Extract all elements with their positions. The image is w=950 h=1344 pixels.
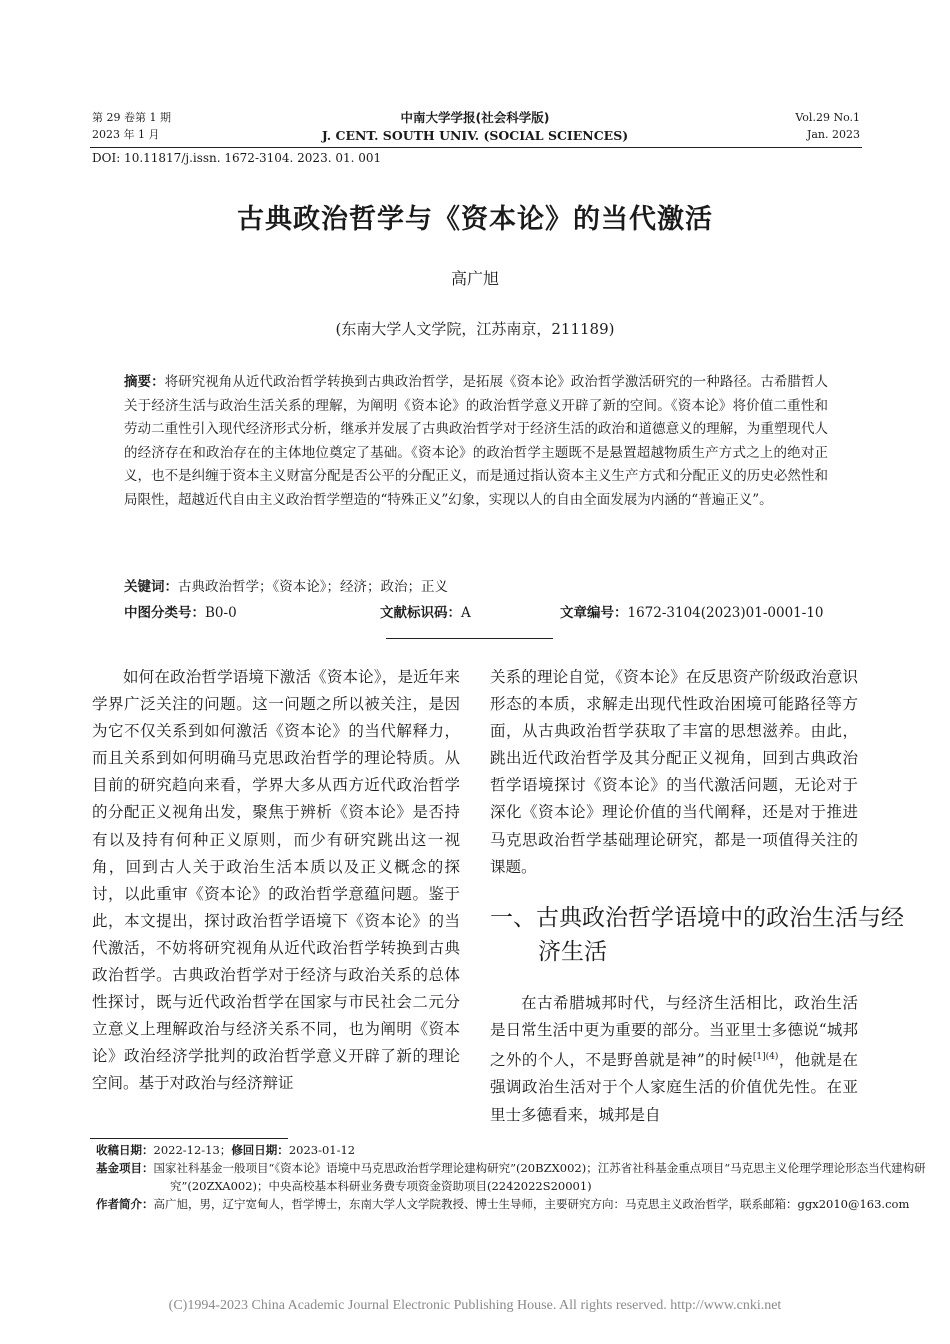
date-en: Jan. 2023: [806, 128, 860, 141]
body-paragraph: 如何在政治哲学语境下激活《资本论》，是近年来学界广泛关注的问题。这一问题之所以被关注，是因为它不仅关系到如何激活《资本论》的当代解释力，而且关系到如何明确马克思政治哲学的理论特质。从目前的研究趋向来看，学界大多从西方近代政治哲学的分配正义视角出发，聚焦于辨析《资本论》是否持有以及持有何种正义原则，而少有研究跳出这一视角，回到古人关于政治生活本质以及正义概念的探讨，以此重审《资本论》的政治哲学意蕴问题。鉴于此，本文提出，探讨政治哲学语境下《资本论》的当代激活，不妨将研究视角从近代政治哲学转换到古典政治哲学。古典政治哲学对于经济与政治关系的总体性探讨，既与近代政治哲学在国家与市民社会二元分立意义上理解政治与经济关系不同，也为阐明《资本论》政治经济学批判的政治哲学意义开辟了新的理论空间。基于对政治与经济辩证: [92, 668, 460, 1093]
abstract-divider: [386, 638, 553, 639]
article-number: [560, 601, 824, 621]
doccode-value: A: [461, 605, 471, 621]
doccode-label: 文献标识码：: [380, 605, 461, 621]
volume-en: Vol.29 No.1: [795, 111, 860, 124]
copyright-watermark: (C)1994-2023 China Academic Journal Electronic Publishing House. All rights reserved. http://www.cnki.net: [168, 1298, 782, 1313]
journal-title-en: J. CENT. SOUTH UNIV. (SOCIAL SCIENCES): [321, 128, 629, 143]
header-rule: [90, 147, 862, 148]
received-date: 2022-12-13；: [153, 1143, 232, 1157]
keywords-label: 关键词：: [124, 579, 178, 595]
body-left-column: [92, 664, 460, 1098]
author-name: 高广旭: [450, 269, 499, 288]
revised-label: 修回日期：: [231, 1143, 289, 1157]
body-right-column-bottom: [490, 990, 858, 1129]
para-text-b: ，他就是在强调政治生活对于个人家庭生活的价值优先性。在亚里士多德看来，城邦是自: [490, 1051, 858, 1124]
fund-text: 国家社科基金一般项目“《资本论》语境中马克思政治哲学理论建构研究”(20BZX002)；江苏省社科基金重点项目“马克思主义伦理学理论形态当代建构研究”(20ZXA002)；中央高校基本科研业务费专项资金资助项目(2242022S20001): [153, 1161, 926, 1193]
abstract: [124, 371, 828, 512]
section-heading: 一、古典政治哲学语境中的政治生活与经济生活: [490, 905, 904, 965]
articleno-label: 文章编号：: [560, 605, 628, 621]
author-bio-text: 高广旭，男，辽宁宽甸人，哲学博士，东南大学人文学院教授、博士生导师，主要研究方向：马克思主义政治哲学，联系邮箱：ggx2010@163.com: [153, 1197, 910, 1211]
footnote-rule: [90, 1138, 288, 1139]
author-bio: [96, 1196, 936, 1214]
keywords: [124, 575, 448, 595]
body-right-column-top: [490, 664, 858, 881]
fund-label: 基金项目：: [96, 1161, 154, 1175]
abstract-text: 将研究视角从近代政治哲学转换到古典政治哲学，是拓展《资本论》政治哲学激活研究的一种路径。古希腊哲人关于经济生活与政治生活关系的理解，为阐明《资本论》的政治哲学意义开辟了新的空间。《资本论》将价值二重性和劳动二重性引入现代经济形式分析，继承并发展了古典政治哲学对于经济生活的政治和道德意义的理解，为重塑现代人的经济存在和政治存在的主体地位奠定了基础。《资本论》的政治哲学主题既不是悬置超越物质生产方式之上的绝对正义，也不是纠缠于资本主义财富分配是否公平的分配正义，而是通过指认资本主义生产方式和分配正义的历史必然性和局限性，超越近代自由主义政治哲学塑造的“特殊正义”幻象，实现以人的自由全面发展为内涵的“普遍正义”。: [124, 374, 829, 508]
clc-number: [124, 601, 237, 621]
para-text-a: 在古希腊城邦时代，与经济生活相比，政治生活是日常生活中更为重要的部分。当亚里士多德说“城邦之外的个人，不是野兽就是神”的时候: [490, 994, 858, 1070]
document-code: [380, 601, 471, 621]
body-paragraph: [490, 990, 858, 1129]
body-paragraph: 关系的理论自觉，《资本论》在反思资产阶级政治意识形态的本质，求解走出现代性政治困境可能路径等方面，从古典政治哲学获取了丰富的思想滋养。由此，跳出近代政治哲学及其分配正义视角，回到古典政治哲学语境探讨《资本论》的当代激活问题，无论对于深化《资本论》理论价值的当代阐释，还是对于推进马克思政治哲学基础理论研究，都是一项值得关注的课题。: [490, 668, 858, 876]
revised-date: 2023-01-12: [288, 1143, 356, 1157]
fund-info: [96, 1160, 936, 1195]
received-label: 收稿日期：: [96, 1143, 154, 1157]
article-title: 古典政治哲学与《资本论》的当代激活: [237, 204, 713, 235]
doi: DOI: 10.11817/j.issn. 1672-3104. 2023. 01. 001: [92, 151, 382, 165]
author-affiliation: (东南大学人文学院，江苏南京，211189): [335, 320, 615, 338]
citation-ref: [1](4): [752, 1052, 779, 1063]
clc-value: B0-0: [205, 605, 237, 621]
author-bio-label: 作者简介：: [96, 1197, 154, 1211]
keywords-text: 古典政治哲学；《资本论》；经济；政治；正义: [178, 579, 448, 595]
articleno-value: 1672-3104(2023)01-0001-10: [627, 605, 824, 621]
issue-cn: 第 29 卷第 1 期: [92, 111, 171, 124]
journal-title-cn: 中南大学学报(社会科学版): [400, 110, 550, 125]
abstract-label: 摘要：: [124, 374, 165, 390]
clc-label: 中图分类号：: [124, 605, 205, 621]
date-cn: 2023 年 1 月: [92, 128, 160, 141]
received-dates: [96, 1142, 862, 1160]
